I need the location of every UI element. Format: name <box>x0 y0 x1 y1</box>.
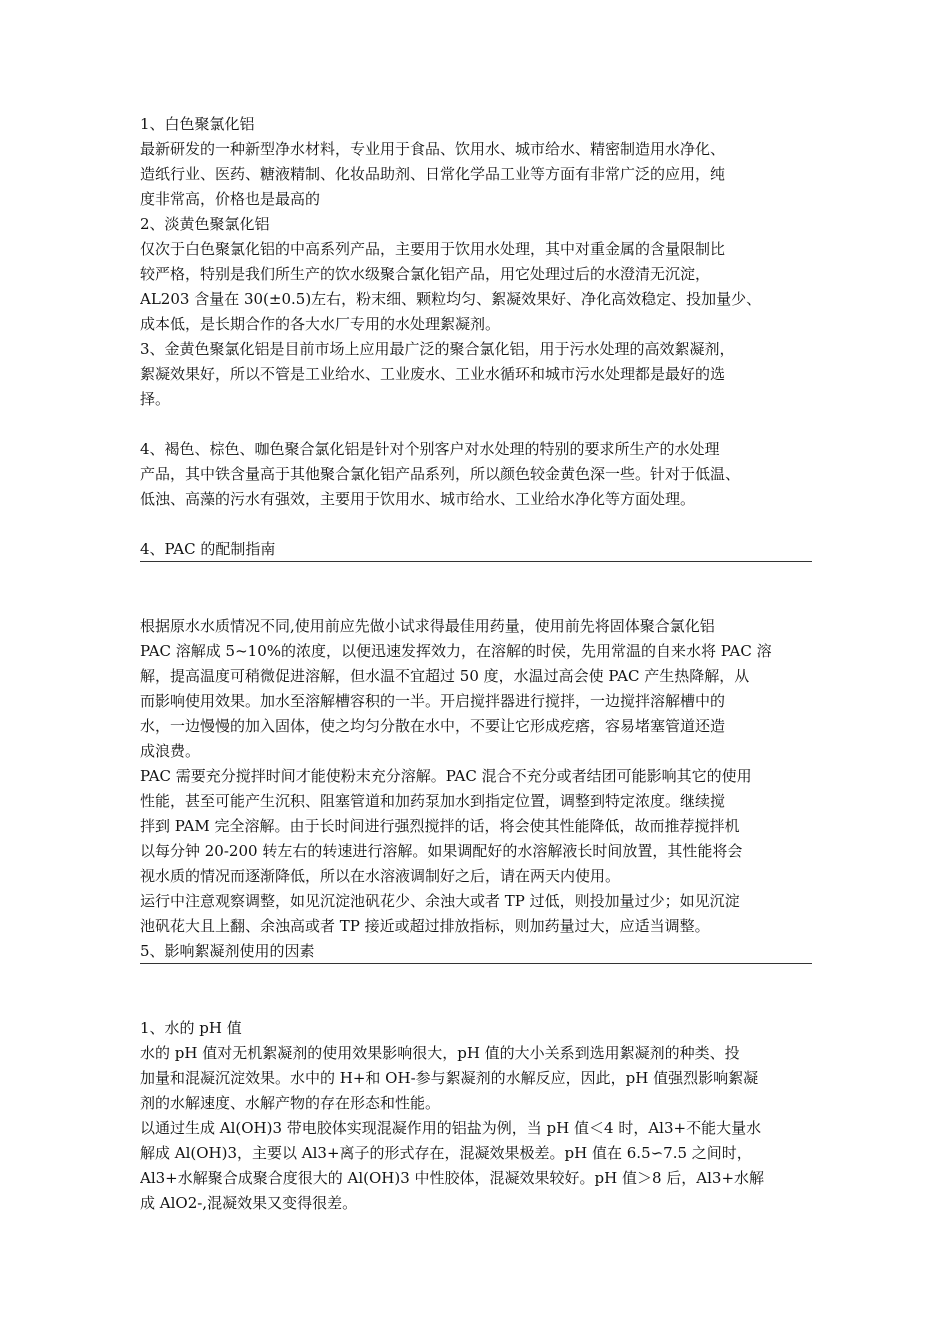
paragraph-line: 成本低，是长期合作的各大水厂专用的水处理絮凝剂。 <box>140 315 501 333</box>
section-heading-golden-pac: 3、金黄色聚氯化铝是目前市场上应用最广泛的聚合氯化铝，用于污水处理的高效絮凝剂， <box>140 340 735 358</box>
paragraph-line: 池矾花大且上翻、余浊高或者 TP 接近或超过排放指标，则加药量过大，应适当调整。 <box>140 917 710 935</box>
spacer <box>140 562 812 614</box>
paragraph-line: PAC 需要充分搅拌时间才能使粉末充分溶解。PAC 混合不充分或者结团可能影响其它的使用 <box>140 767 752 785</box>
paragraph-line: 成 AlO2-,混凝效果又变得很差。 <box>140 1194 358 1212</box>
section-heading-influencing-factors: 5、影响絮凝剂使用的因素 <box>140 939 812 964</box>
paragraph-line: 视水质的情况而逐渐降低，所以在水溶液调制好之后，请在两天内使用。 <box>140 867 621 885</box>
paragraph-line: 根据原水水质情况不同,使用前应先做小试求得最佳用药量，使用前先将固体聚合氯化铝 <box>140 617 715 635</box>
paragraph-line: 水的 pH 值对无机絮凝剂的使用效果影响很大，pH 值的大小关系到选用絮凝剂的种类、投 <box>140 1044 740 1062</box>
paragraph-line: 加量和混凝沉淀效果。水中的 H+和 OH-参与絮凝剂的水解反应，因此，pH 值强烈影响絮凝 <box>140 1069 759 1087</box>
paragraph-line: Al3+水解聚合成聚合度很大的 Al(OH)3 中性胶体，混凝效果较好。pH 值＞8 后，Al3+水解 <box>140 1169 765 1187</box>
paragraph-line: 以每分钟 20-200 转左右的转速进行溶解。如果调配好的水溶解液长时间放置，其性能将会 <box>140 842 743 860</box>
paragraph-line: 成浪费。 <box>140 742 201 760</box>
paragraph-line: 运行中注意观察调整，如见沉淀池矾花少、余浊大或者 TP 过低，则投加量过少；如见沉淀 <box>140 892 740 910</box>
paragraph-line: 最新研发的一种新型净水材料，专业用于食品、饮用水、城市给水、精密制造用水净化、 <box>140 140 726 158</box>
paragraph-line: PAC 溶解成 5~10%的浓度，以便迅速发挥效力，在溶解的时侯，先用常温的自来水将 PAC 溶 <box>140 642 772 660</box>
paragraph-line: 解，提高温度可稍微促进溶解，但水温不宜超过 50 度，水温过高会使 PAC 产生热降解，从 <box>140 667 750 685</box>
ph-section <box>140 1016 812 1216</box>
paragraph-line: 拌到 PAM 完全溶解。由于长时间进行强烈搅拌的话，将会使其性能降低，故而推荐搅拌机 <box>140 817 740 835</box>
paragraph-line: 解成 Al(OH)3，主要以 Al3+离子的形式存在，混凝效果极差。pH 值在 6.5∽7.5 之间时， <box>140 1144 752 1162</box>
document-body <box>140 112 812 1216</box>
paragraph-line: 造纸行业、医药、糖液精制、化妆品助剂、日常化学品工业等方面有非常广泛的应用，纯 <box>140 165 726 183</box>
paragraph-line: 度非常高，价格也是最高的 <box>140 190 321 208</box>
paragraph-line: AL203 含量在 30(±0.5)左右，粉末细、颗粒均匀、絮凝效果好、净化高效稳定、投加量少、 <box>140 290 762 308</box>
preparation-guide-section <box>140 614 812 939</box>
paragraph-line: 较严格，特别是我们所生产的饮水级聚合氯化铝产品，用它处理过后的水澄清无沉淀， <box>140 265 711 283</box>
paragraph-line: 水，一边慢慢的加入固体，使之均匀分散在水中，不要让它形成疙瘩，容易堵塞管道还造 <box>140 717 726 735</box>
paragraph-line: 产品，其中铁含量高于其他聚合氯化铝产品系列，所以颜色较金黄色深一些。针对于低温、 <box>140 465 741 483</box>
paragraph-line: 低浊、高藻的污水有强效，主要用于饮用水、城市给水、工业给水净化等方面处理。 <box>140 490 696 508</box>
paragraph-line: 择。 <box>140 390 171 408</box>
paragraph-line: 絮凝效果好，所以不管是工业给水、工业废水、工业水循环和城市污水处理都是最好的选 <box>140 365 726 383</box>
paragraph-line: 性能，甚至可能产生沉积、阻塞管道和加药泵加水到指定位置，调整到特定浓度。继续搅 <box>140 792 726 810</box>
section-heading-light-yellow-pac: 2、淡黄色聚氯化铝 <box>140 215 270 233</box>
section-heading-white-pac: 1、白色聚氯化铝 <box>140 115 255 133</box>
paragraph-line: 而影响使用效果。加水至溶解槽容积的一半。开启搅拌器进行搅拌，一边搅拌溶解槽中的 <box>140 692 726 710</box>
paragraph-line: 以通过生成 Al(OH)3 带电胶体实现混凝作用的铝盐为例，当 pH 值＜4 时，Al3+不能大量水 <box>140 1119 762 1137</box>
spacer <box>140 512 812 537</box>
pac-types-section <box>140 112 812 412</box>
spacer <box>140 964 812 1016</box>
section-heading-brown-pac: 4、褐色、棕色、咖色聚合氯化铝是针对个别客户对水处理的特别的要求所生产的水处理 <box>140 440 720 458</box>
subsection-heading-ph: 1、水的 pH 值 <box>140 1019 242 1037</box>
spacer <box>140 412 812 437</box>
section-heading-preparation-guide: 4、PAC 的配制指南 <box>140 537 812 562</box>
paragraph-line: 仅次于白色聚氯化铝的中高系列产品，主要用于饮用水处理，其中对重金属的含量限制比 <box>140 240 726 258</box>
paragraph-line: 剂的水解速度、水解产物的存在形态和性能。 <box>140 1094 441 1112</box>
brown-pac-section <box>140 437 812 512</box>
